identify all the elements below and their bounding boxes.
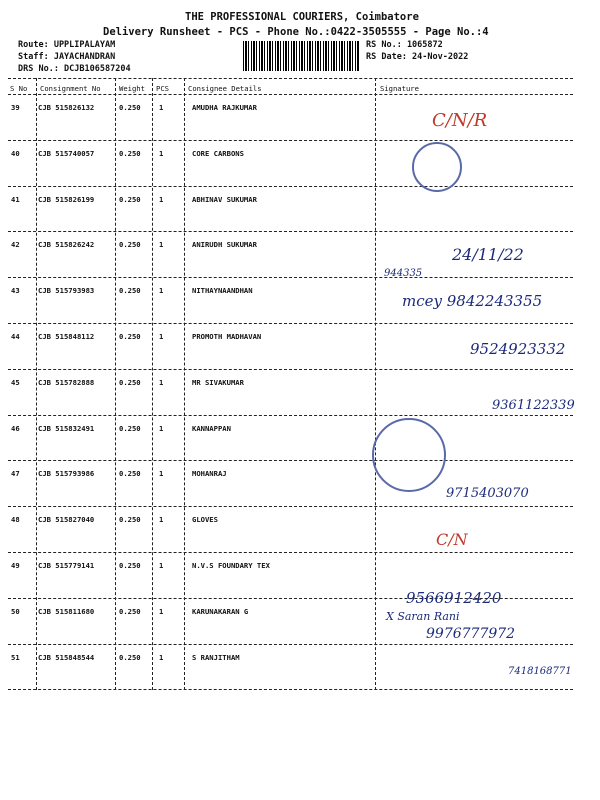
- row-weight: 0.250: [119, 149, 141, 158]
- row-weight: 0.250: [119, 240, 141, 249]
- consignee-name: PROMOTH MADHAVAN: [192, 332, 262, 341]
- row-sno: 51: [11, 653, 20, 662]
- row-sno: 48: [11, 515, 20, 524]
- handwritten-date: 24/11/22: [452, 245, 524, 264]
- row-sno: 45: [11, 378, 20, 387]
- row-weight: 0.250: [119, 424, 141, 433]
- col-header-pcs: PCS: [156, 84, 169, 93]
- row-sno: 49: [11, 561, 20, 570]
- col-header-weight: Weight: [119, 84, 145, 93]
- consignment-number: CJB 515826242: [38, 240, 95, 249]
- row-divider: [8, 140, 573, 141]
- rs-date: RS Date: 24-Nov-2022: [366, 52, 469, 62]
- row-pcs: 1: [159, 240, 164, 249]
- row-sno: 47: [11, 469, 20, 478]
- staff-label: Staff: JAYACHANDRAN: [18, 52, 116, 62]
- consignee-name: MOHANRAJ: [192, 469, 227, 478]
- handwritten-phone-47: 9715403070: [446, 486, 529, 501]
- row-sno: 44: [11, 332, 20, 341]
- consignment-number: CJB 515811680: [38, 607, 95, 616]
- consignee-name: N.V.S FOUNDARY TEX: [192, 561, 270, 570]
- row-sno: 43: [11, 286, 20, 295]
- consignment-number: CJB 515793986: [38, 469, 95, 478]
- consignment-number: CJB 515848544: [38, 653, 95, 662]
- handwritten-note-43: mcey 9842243355: [402, 292, 543, 310]
- consignee-name: MR SIVAKUMAR: [192, 378, 244, 387]
- row-divider: [8, 415, 573, 416]
- row-weight: 0.250: [119, 469, 141, 478]
- row-sno: 41: [11, 195, 20, 204]
- row-pcs: 1: [159, 515, 164, 524]
- row-pcs: 1: [159, 378, 164, 387]
- rs-number: RS No.: 1065872: [366, 40, 443, 50]
- barcode: [243, 41, 360, 71]
- row-weight: 0.250: [119, 103, 141, 112]
- row-weight: 0.250: [119, 195, 141, 204]
- handwritten-phone-50: 9976777972: [426, 626, 516, 642]
- consignee-name: KARUNAKARAN G: [192, 607, 249, 616]
- consignment-number: CJB 515740057: [38, 149, 95, 158]
- handwritten-phone-49: 9566912420: [406, 589, 502, 607]
- consignment-number: CJB 515782888: [38, 378, 95, 387]
- row-pcs: 1: [159, 332, 164, 341]
- row-sno: 50: [11, 607, 20, 616]
- company-stamp: [412, 142, 462, 192]
- consignee-name: ABHINAV SUKUMAR: [192, 195, 257, 204]
- header-rule: [8, 94, 573, 95]
- consignee-name: ANIRUDH SUKUMAR: [192, 240, 257, 249]
- row-pcs: 1: [159, 469, 164, 478]
- row-weight: 0.250: [119, 515, 141, 524]
- col-header-consignment: Consignment No: [40, 84, 101, 93]
- handwritten-phone-51: 7418168771: [508, 666, 572, 677]
- row-divider: [8, 277, 573, 278]
- consignment-number: CJB 515826132: [38, 103, 95, 112]
- consignee-name: S RANJITHAM: [192, 653, 240, 662]
- row-divider: [8, 552, 573, 553]
- row-weight: 0.250: [119, 653, 141, 662]
- row-weight: 0.250: [119, 378, 141, 387]
- row-divider: [8, 369, 573, 370]
- document-title: THE PROFESSIONAL COURIERS, Coimbatore: [185, 11, 419, 23]
- handwritten-cn: C/N: [436, 530, 468, 549]
- consignment-number: CJB 515779141: [38, 561, 95, 570]
- handwritten-name-50: X Saran Rani: [386, 610, 460, 623]
- row-divider: [8, 689, 573, 690]
- row-weight: 0.250: [119, 607, 141, 616]
- row-divider: [8, 323, 573, 324]
- handwritten-phone-44: 9524923332: [470, 340, 566, 358]
- row-weight: 0.250: [119, 286, 141, 295]
- row-pcs: 1: [159, 561, 164, 570]
- row-sno: 39: [11, 103, 20, 112]
- drs-number: DRS No.: DCJB106587204: [18, 64, 131, 74]
- row-divider: [8, 644, 573, 645]
- row-divider: [8, 506, 573, 507]
- consignee-name: NITHAYNAANDHAN: [192, 286, 253, 295]
- consignee-name: GLOVES: [192, 515, 218, 524]
- row-pcs: 1: [159, 653, 164, 662]
- row-divider: [8, 460, 573, 461]
- col-header-sno: S No: [10, 84, 28, 93]
- row-pcs: 1: [159, 607, 164, 616]
- consignment-number: CJB 515832491: [38, 424, 95, 433]
- consignee-name: KANNAPPAN: [192, 424, 231, 433]
- consignee-name: AMUDHA RAJKUMAR: [192, 103, 257, 112]
- consignment-number: CJB 515827040: [38, 515, 95, 524]
- row-pcs: 1: [159, 286, 164, 295]
- row-pcs: 1: [159, 195, 164, 204]
- consignment-number: CJB 515826199: [38, 195, 95, 204]
- row-sno: 46: [11, 424, 20, 433]
- round-stamp: [372, 418, 446, 492]
- row-pcs: 1: [159, 424, 164, 433]
- row-divider: [8, 186, 573, 187]
- row-divider: [8, 231, 573, 232]
- consignment-number: CJB 515793983: [38, 286, 95, 295]
- handwritten-phone-partial: 944335: [384, 268, 423, 279]
- row-weight: 0.250: [119, 332, 141, 341]
- handwritten-phone-45: 9361122339: [492, 398, 575, 413]
- row-pcs: 1: [159, 103, 164, 112]
- row-sno: 42: [11, 240, 20, 249]
- row-sno: 40: [11, 149, 20, 158]
- route-label: Route: UPPLIPALAYAM: [18, 40, 116, 50]
- document-subtitle: Delivery Runsheet - PCS - Phone No.:0422-3505555 - Page No.:4: [103, 26, 489, 38]
- handwritten-cnr: C/N/R: [432, 110, 488, 131]
- row-pcs: 1: [159, 149, 164, 158]
- col-header-consignee: Consignee Details: [188, 84, 262, 93]
- row-weight: 0.250: [119, 561, 141, 570]
- col-header-signature: Signature: [380, 84, 419, 93]
- consignee-name: CORE CARBONS: [192, 149, 244, 158]
- table-top-rule: [8, 78, 573, 79]
- consignment-number: CJB 515848112: [38, 332, 95, 341]
